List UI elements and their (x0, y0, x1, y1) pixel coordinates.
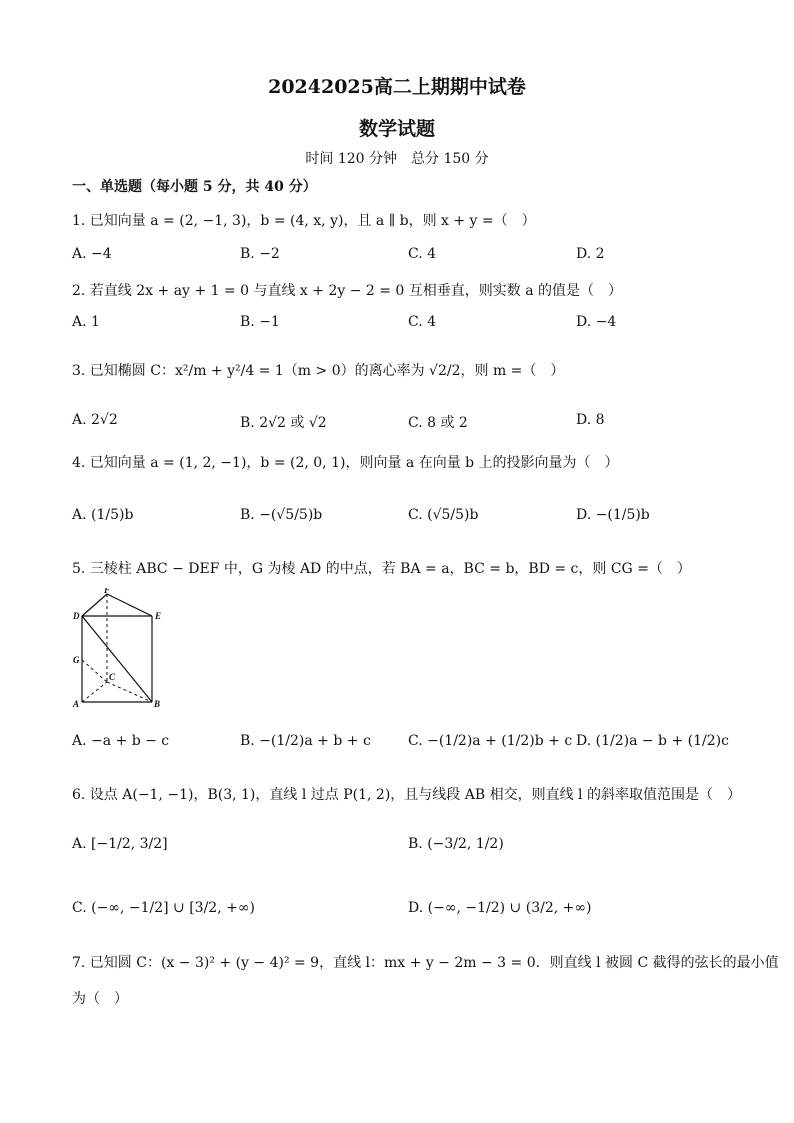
question-7-stem-line-2: 为（ ） (72, 991, 128, 1007)
question-1-option-c: C. 4 (408, 246, 437, 262)
question-5-option-a: A. −a + b − c (72, 733, 170, 749)
question-5-stem: 5. 三棱柱 ABC − DEF 中，G 为棱 AD 的中点，若 BA = a，BC = b，BD = c，则 CG =（ ） (72, 561, 691, 577)
edge-ac-hidden (82, 682, 107, 702)
question-5-option-d: D. (1/2)a − b + (1/2)c (576, 733, 729, 749)
edge-fe (107, 594, 152, 616)
question-1-option-a: A. −4 (72, 246, 112, 262)
label-f: F (104, 588, 111, 595)
question-4-option-d: D. −(1/5)b (576, 507, 650, 523)
label-e: E (155, 611, 162, 621)
question-2-stem: 2. 若直线 2x + ay + 1 = 0 与直线 x + 2y − 2 = 0 互相垂直，则实数 a 的值是（ ） (72, 283, 623, 299)
exam-info: 时间 120 分钟 总分 150 分 (305, 151, 489, 167)
question-1-stem: 1. 已知向量 a = (2, −1, 3)，b = (4, x, y)，且 a ∥ b，则 x + y =（ ） (72, 213, 536, 229)
section-heading: 一、单选题（每小题 5 分，共 40 分） (72, 179, 317, 195)
label-d: D (73, 611, 80, 621)
exam-subtitle: 数学试题 (358, 118, 435, 140)
edge-df (82, 594, 107, 616)
question-4-option-a: A. (1/5)b (72, 507, 134, 523)
question-3-option-b: B. 2√2 或 √2 (240, 415, 327, 431)
question-4-option-c: C. (√5/5)b (408, 507, 479, 523)
label-c: C (109, 672, 116, 682)
question-6-option-a: A. [−1/2, 3/2] (72, 836, 168, 852)
question-5-option-b: B. −(1/2)a + b + c (240, 733, 371, 749)
question-7-stem-line-1: 7. 已知圆 C：(x − 3)² + (y − 4)² = 9，直线 l：mx + y − 2m − 3 = 0．则直线 l 被圆 C 截得的弦长的最小值 (72, 955, 779, 971)
question-2-option-b: B. −1 (240, 314, 280, 330)
question-6-stem: 6. 设点 A(−1, −1)，B(3, 1)，直线 l 过点 P(1, 2)，且与线段 AB 相交，则直线 l 的斜率取值范围是（ ） (72, 787, 741, 803)
question-2-option-d: D. −4 (576, 314, 617, 330)
exam-title: 20242025高二上期期中试卷 (268, 76, 526, 98)
question-6-option-c: C. (−∞, −1/2] ∪ [3/2, +∞) (72, 900, 255, 916)
segment-gc-hidden (82, 660, 107, 682)
question-3-stem: 3. 已知椭圆 C：x²/m + y²/4 = 1（m > 0）的离心率为 √2/2，则 m =（ ） (72, 363, 565, 379)
question-3-option-c: C. 8 或 2 (408, 415, 468, 431)
question-6-option-d: D. (−∞, −1/2) ∪ (3/2, +∞) (408, 900, 592, 916)
prism-figure (70, 588, 170, 710)
label-a: A (73, 699, 80, 709)
question-3-option-d: D. 8 (576, 412, 605, 428)
edge-cb-hidden (107, 682, 152, 702)
label-b: B (154, 699, 161, 709)
question-3-option-a: A. 2√2 (72, 412, 118, 428)
question-2-option-c: C. 4 (408, 314, 437, 330)
label-g: G (73, 655, 80, 665)
question-6-option-b: B. (−3/2, 1/2) (408, 836, 504, 852)
question-4-option-b: B. −(√5/5)b (240, 507, 323, 523)
question-1-option-d: D. 2 (576, 246, 605, 262)
question-5-option-c: C. −(1/2)a + (1/2)b + c (408, 733, 573, 749)
question-1-option-b: B. −2 (240, 246, 280, 262)
segment-db (82, 616, 152, 702)
question-4-stem: 4. 已知向量 a = (1, 2, −1)，b = (2, 0, 1)，则向量 a 在向量 b 上的投影向量为（ ） (72, 455, 619, 471)
question-2-option-a: A. 1 (72, 314, 100, 330)
